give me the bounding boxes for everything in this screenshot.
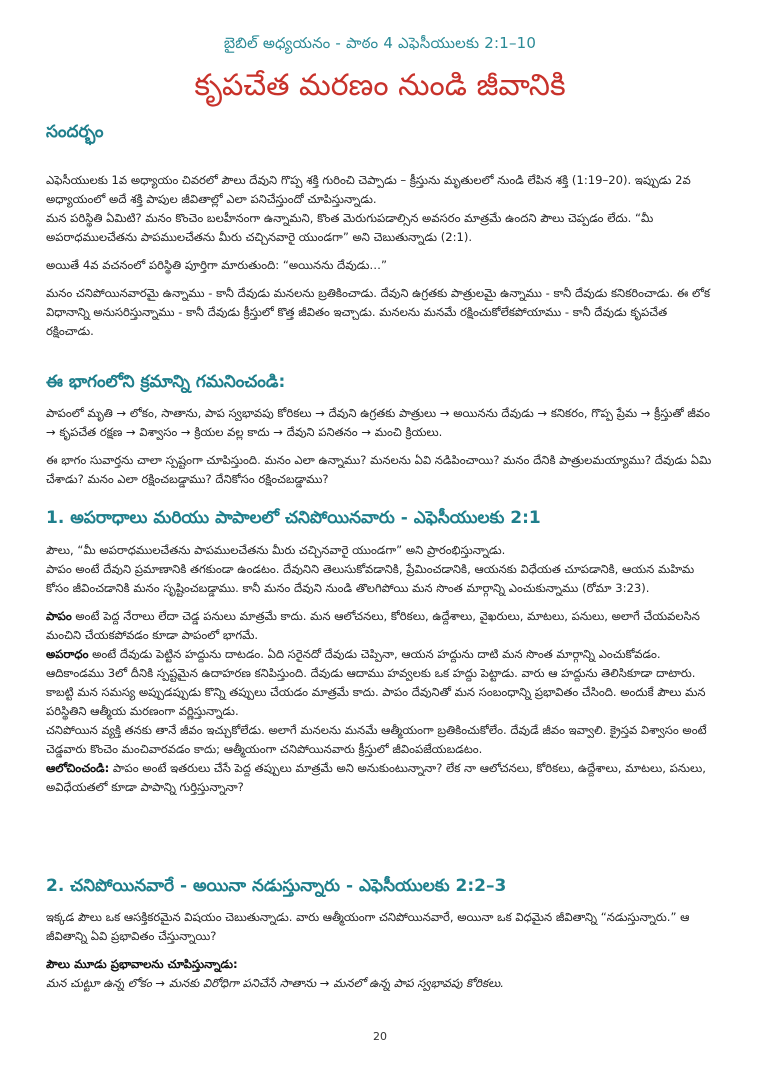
reflection (46, 759, 714, 797)
sin-term: పాపం (46, 609, 72, 623)
flow-heading-block (46, 372, 714, 396)
section-2-paragraph-1: ఇక్కడ పౌలు ఒక ఆసక్తికరమైన విషయం చెబుతున్నాడు. వారు ఆత్మీయంగా చనిపోయినవారే, అయినా ఒక విధమైన జీవితాన్ని “నడుస్తున్నారు.” ఆ జీవితాన్ని ఏవి ప్రభావితం చేస్తున్నాయి? (46, 910, 690, 943)
section-2-heading: 2. చనిపోయినవారే - అయినా నడుస్తున్నారు - ఎఫెసీయులకు 2:2–3 (46, 876, 507, 896)
context-paragraph-4: మనం చనిపోయినవారమై ఉన్నాము - కానీ దేవుడు మనలను బ్రతికించాడు. దేవుని ఉగ్రతకు పాత్రులమై ఉన్నాము - కానీ దేవుడు కనికరించాడు. ఈ లోక విధానాన్ని అనుసరిస్తున్నాము - కానీ దేవుడు క్రీస్తులో కొత్త జీవితం ఇచ్చాడు. మనలను మనమే రక్షించుకోలేకపోయాము - కానీ దేవుడు కృపచేత రక్షించాడు. (46, 286, 711, 338)
section-2-paragraph-2: మన చుట్టూ ఉన్న లోకం → మనకు విరోధిగా పనిచేసే సాతాను → మనలో ఉన్న పాప స్వభావపు కోరికలు. (46, 976, 504, 990)
context-heading-block (46, 122, 714, 146)
section-1-heading-block (46, 508, 714, 532)
reflection-label: ఆలోచించండి: (46, 761, 110, 775)
context-heading: సందర్భం (46, 122, 104, 142)
sin-definition (46, 607, 714, 645)
flow-paragraph-2: ఈ భాగం సువార్తను చాలా స్పష్టంగా చూపిస్తుంది. మనం ఎలా ఉన్నాము? మనలను ఏవి నడిపించాయి? మనం దేనికి పాత్రులమయ్యాము? దేవుడు ఏమి చేశాడు? మనం ఎలా రక్షించబడ్డాము? దేనికోసం రక్షించబడ్డాము? (46, 453, 712, 486)
section-1-paragraph-2: పాపం అంటే దేవుని ప్రమాణానికి తగకుండా ఉండటం. దేవునిని తెలుసుకోవడానికి, ప్రేమించడానికి, ఆయనకు విధేయత చూపడానికి, ఆయన మహిమ కోసం జీవించడానికి మనం సృష్టించబడ్డాము. కానీ మనం దేవుని నుండి తొలగిపోయి మన సొంత మార్గాన్ని ఎంచుకున్నాము (రోమా 3:23). (46, 562, 695, 595)
context-block (46, 171, 714, 341)
flow-block (46, 404, 714, 489)
series-title: బైబిల్ అధ్యయనం - పాఠం 4 ఎఫెసీయులకు 2:1–10 (223, 34, 537, 52)
context-paragraph-2: మన పరిస్థితి ఏమిటి? మనం కొంచెం బలహీనంగా ఉన్నామని, కొంత మెరుగుపడాల్సిన అవసరం మాత్రమే ఉందని పౌలు చెప్పడం లేదు. “మీ అపరాధములచేతను పాపములచేతను మీరు చచ్చినవారై యుండగా” అని చెబుతున్నాడు (2:1). (46, 211, 654, 244)
page-number: 20 (373, 1030, 387, 1043)
reflection-text: పాపం అంటే ఇతరులు చేసే పెద్ద తప్పులు మాత్రమే అని అనుకుంటున్నానా? లేక నా ఆలోచనలు, కోరికలు, ఉద్దేశాలు, మాటలు, పనులు, అవిధేయతలో కూడా పాపాన్ని గుర్తిస్తున్నానా? (46, 761, 706, 794)
flow-heading: ఈ భాగంలోని క్రమాన్ని గమనించండి: (46, 372, 286, 392)
section-2-block (46, 908, 714, 993)
trespass-term: అపరాధం (46, 647, 89, 661)
page-title: కృపచేత మరణం నుండి జీవానికి (194, 68, 566, 103)
section-1-heading: 1. అపరాధాలు మరియు పాపాలలో చనిపోయినవారు - ఎఫెసీయులకు 2:1 (46, 508, 541, 528)
section-1-paragraph-1: పౌలు, “మీ అపరాధములచేతను పాపములచేతను మీరు చచ్చినవారై యుండగా” అని ప్రారంభిస్తున్నాడు. (46, 543, 506, 557)
flow-paragraph-1: పాపంలో మృతి → లోకం, సాతాను, పాప స్వభావపు కోరికలు → దేవుని ఉగ్రతకు పాత్రులు → అయినను దేవుడు → కనికరం, గొప్ప ప్రేమ → క్రీస్తుతో జీవం → కృపచేత రక్షణ → విశ్వాసం → క్రియల వల్ల కాదు → దేవుని పనితనం → మంచి క్రియలు. (46, 406, 710, 439)
section-1-block (46, 541, 714, 797)
trespass-text: అంటే దేవుడు పెట్టిన హద్దును దాటడం. ఏది సరైనదో దేవుడు చెప్పినా, ఆయన హద్దును దాటి మన సొంత మార్గాన్ని ఎంచుకోవడం. ఆదికాండము 3లో దీనికి స్పష్టమైన ఉదాహరణ కనిపిస్తుంది. దేవుడు ఆదాము హవ్వలకు ఒక హద్దు పెట్టాడు. వారు ఆ హద్దును తెలిసికూడా దాటారు. (46, 647, 696, 680)
sin-text: అంటే పెద్ద నేరాలు లేదా చెడ్డ పనులు మాత్రమే కాదు. మన ఆలోచనలు, కోరికలు, ఉద్దేశాలు, వైఖరులు, మాటలు, పనులు, అలాగే చేయవలసిన మంచిని చేయకపోవడం కూడా పాపంలో భాగమే. (46, 609, 700, 642)
section-1-paragraph-4: చనిపోయిన వ్యక్తి తనకు తానే జీవం ఇచ్చుకోలేడు. అలాగే మనలను మనమే ఆత్మీయంగా బ్రతికించుకోలేం. దేవుడే జీవం ఇవ్వాలి. క్రైస్తవ విశ్వాసం అంటే చెడ్డవారు కొంచెం మంచివారవడం కాదు; ఆత్మీయంగా చనిపోయినవారు క్రీస్తులో జీవింపజేయబడటం. (46, 723, 707, 756)
section-1-paragraph-3: కాబట్టి మన సమస్య అప్పుడప్పుడు కొన్ని తప్పులు చేయడం మాత్రమే కాదు. పాపం దేవునితో మన సంబంధాన్ని ప్రభావితం చేసింది. అందుకే పౌలు మన పరిస్థితిని ఆత్మీయ మరణంగా వర్ణిస్తున్నాడు. (46, 685, 706, 718)
trespass-definition (46, 645, 714, 683)
section-2-heading-block (46, 876, 714, 900)
context-paragraph-1: ఎఫెసీయులకు 1వ అధ్యాయం చివరలో పౌలు దేవుని గొప్ప శక్తి గురించి చెప్పాడు – క్రీస్తును మృతులలో నుండి లేపిన శక్తి (1:19–20). ఇప్పుడు 2వ అధ్యాయంలో అదే శక్తి పాపుల జీవితాల్లో ఎలా పనిచేస్తుందో చూపిస్తున్నాడు. (46, 173, 691, 206)
section-2-subheading: పౌలు మూడు ప్రభావాలను చూపిస్తున్నాడు: (46, 957, 238, 971)
context-paragraph-3: అయితే 4వ వచనంలో పరిస్థితి పూర్తిగా మారుతుంది: “అయినను దేవుడు…” (46, 258, 387, 272)
